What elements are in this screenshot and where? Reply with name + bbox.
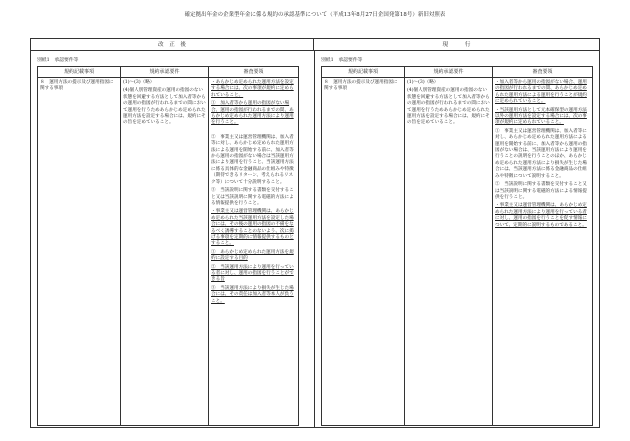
- left-requirement-cell: [120, 78, 208, 425]
- right-review-block: ・加入者等から運用の指図がない場合、運用の指図が行われるまでの間、あらかじめ定められた運用方法による運用を行うことが規約に定められていること。: [495, 80, 587, 105]
- right-review-block: ・事業主又は運営管理機関は、あらかじめ定められた運用方法により運用を行っている者に対し、運用の指図を行うことを促す情報について、定期的に説明するものであること。: [495, 203, 587, 228]
- left-panel-header: 改 正 後: [31, 39, 314, 51]
- right-col-header-requirement: 規約承認要件: [404, 67, 492, 78]
- right-panel-header: 現 行: [314, 39, 599, 51]
- right-review-cell: [492, 78, 592, 425]
- right-section-title: 別紙1 承認要件等: [321, 58, 363, 63]
- left-review-block: ① あらかじめ定められた運用方法を規約に設定する目的: [211, 249, 294, 262]
- left-table: [37, 66, 299, 426]
- left-review-block: ② 事業主又は運営管理機関は、加入者等に対し、あらかじめ定められた運用方法による運用を開始する前に、加入者等から運用の指図がない場合は当該運用方法により運用を行うこと、当該運用方法に係る具体的な金融商品の仕組みや特徴（期待できるリターン、考えられるリスク等）について十分説明すること。: [211, 134, 294, 185]
- left-review-block: ・あらかじめ定められた運用方法を設定する場合には、次の事項が規約に定められていること。: [211, 80, 294, 98]
- panel-divider: [314, 51, 315, 427]
- left-requirement-line: (1)～(3)（略）: [123, 80, 155, 85]
- left-review-block: ③ 当該運用方法により損失が生じた場合には、その責任は加入者等本人が負うこと。: [211, 285, 294, 304]
- left-col-header-review: 審査要領: [208, 67, 298, 78]
- right-review-block: ② 当該説明に関する書類を交付すること又は当該説明に関する電磁的方法による情報提供を行うこと。: [495, 182, 587, 200]
- left-requirement-line: (4)個人別管理資産の運用の指図のない状態を回避する方法として加入者等からの運用の指図が行われるまでの間において運用を行うためあらかじめ定められた運用方法を設定する場合には、規約にその旨を定めていること。: [123, 88, 206, 126]
- right-item-cell: [322, 78, 404, 425]
- right-col-header-item: 規約記載事項: [322, 67, 404, 78]
- right-review-block: ・当該運用方法として元本確保型の運用方法以外の運用方法を設定する場合には、次の事項が規約に定められていること。: [495, 107, 587, 126]
- left-review-block: ・事業主又は運営管理機関は、あらかじめ定められた当該運用方法を設定した場合には、その後の運用の指図の不備をなるべく誘導することのないよう、次に掲げる事項を定期的に情報提供するものとすること。: [211, 209, 294, 247]
- left-item-cell: [38, 78, 120, 425]
- right-requirement-cell: [404, 78, 492, 425]
- left-review-block: ② 当該運用方法により運用を行っている者に対し、運用の指図を行うことができる旨: [211, 264, 294, 283]
- left-col-header-requirement: 規約承認要件: [120, 67, 208, 78]
- left-review-block: ③ 当該説明に関する書類を交付すること又は当該説明に関する電磁的方法による情報提供を行うこと。: [211, 188, 294, 206]
- left-section-title: 別紙1 承認要件等: [37, 58, 79, 63]
- right-col-header-review: 審査要領: [492, 67, 592, 78]
- left-review-cell: [208, 78, 298, 425]
- right-table: [321, 66, 593, 426]
- comparison-table: [30, 38, 600, 428]
- left-item-text: ８ 運用方法の提示及び運用指図に関する事項: [40, 80, 114, 92]
- right-review-block: ① 事業主又は運営管理機関は、加入者等に対し、あらかじめ定められた運用方法による運用を開始する前に、加入者等から運用の指図がない場合は、当該運用方法により運用を行うことの説明を行うことのほか、あらかじめ定められた運用方法により損失が生じた場合には、当該運用方法に係る金融商品の仕組みや特徴について説明すること。: [495, 128, 587, 179]
- right-requirement-line: (1)～(3)（略）: [407, 80, 439, 85]
- left-review-block: ① 加入者等から運用の指図がない場合、運用の指図が行われるまでの間、あらかじめ定められた運用方法により運用を行うこと。: [211, 101, 294, 126]
- left-col-header-item: 規約記載事項: [38, 67, 120, 78]
- document-title: 確定拠出年金の企業型年金に係る規約の承認基準について（平成13年8月27日企国発第18号）新旧対照表: [184, 12, 446, 18]
- right-requirement-line: (4)個人別管理資産の運用の指図のない状態を回避する方法として加入者等からの運用の指図が行われるまでの間において運用を行うためあらかじめ定められた運用方法を設定する場合には、規約にその旨を定めていること。: [407, 88, 490, 126]
- right-item-text: ８ 運用方法の提示及び運用指図に関する事項: [324, 80, 398, 92]
